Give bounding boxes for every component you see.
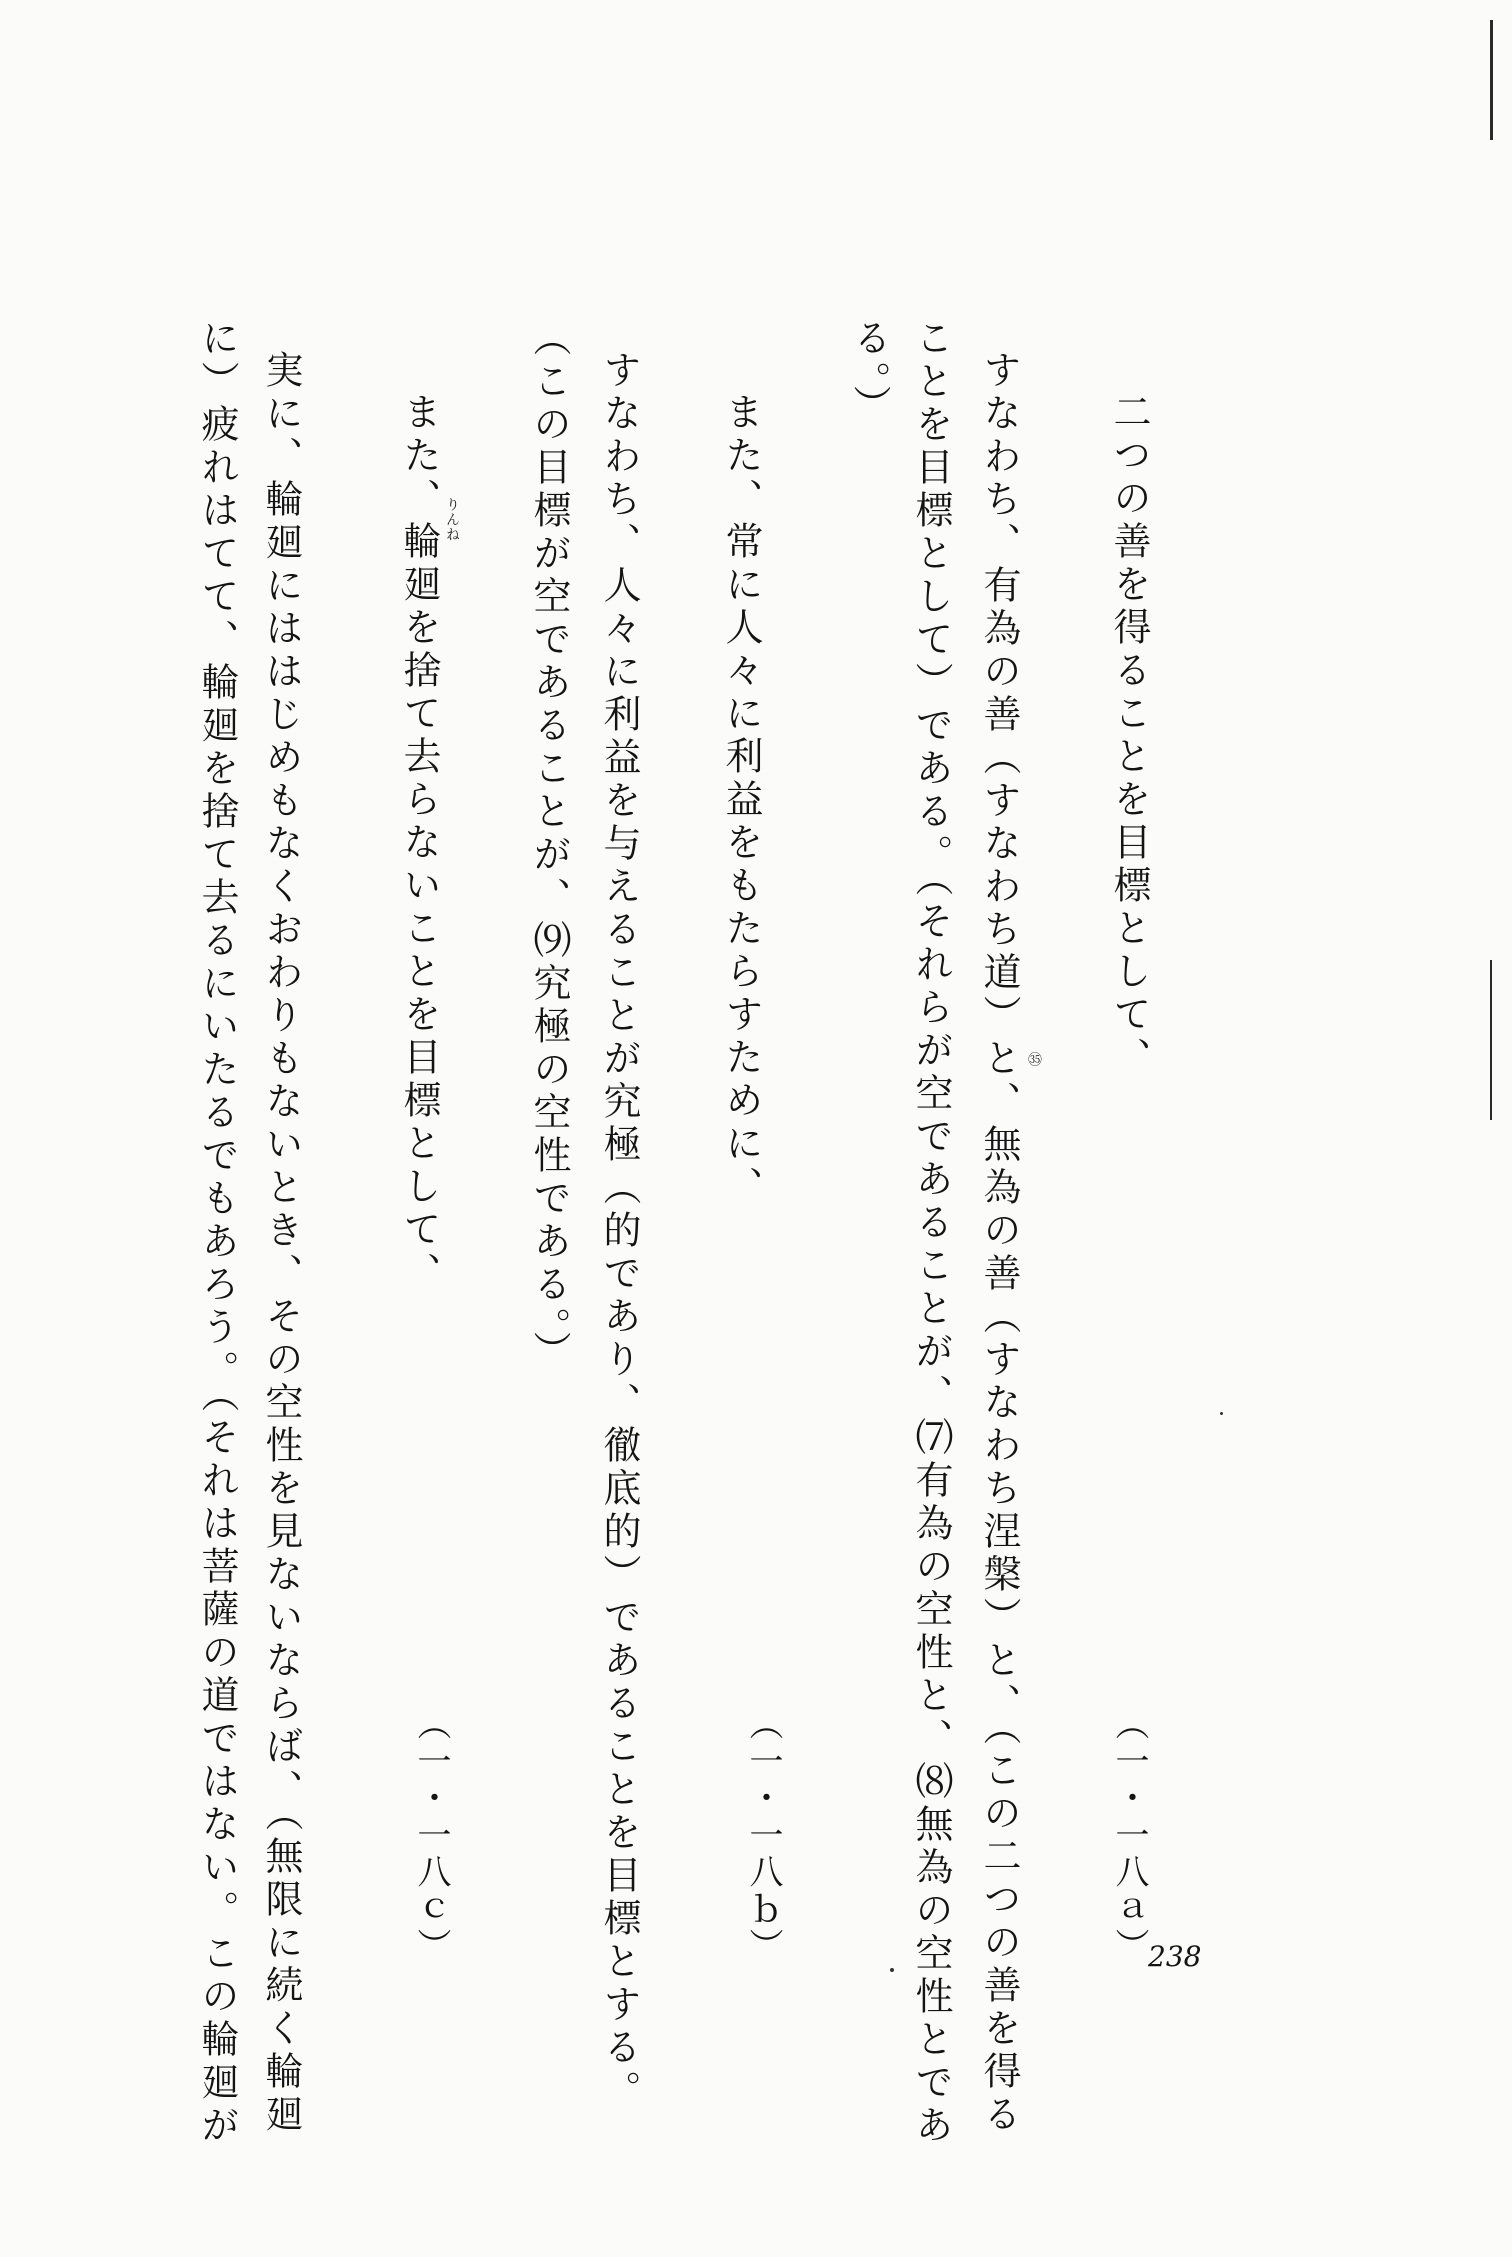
commentary-3-line-2: に）疲れはてて、輪廻を捨て去るにいたるでもあろう。（それは菩薩の道ではない。この輪廻が [195, 318, 239, 2148]
verse-1-18b-text: また、常に人々に利益をもたらすために、 [719, 392, 763, 1209]
verse-1-18c-number: （一・一八ｃ） [411, 1706, 451, 1965]
page-number: 238 [1148, 1940, 1202, 1973]
verse-1-18c-text: また、輪廻を捨て去らないことを目標として、 [397, 392, 441, 1295]
verse-1-18a-text: 二つの善を得ることを目標として、 [1107, 392, 1151, 1080]
commentary-2-line-2: （この目標が空であることが、⑼究極の空性である。） [527, 318, 571, 1374]
scan-speck [890, 1968, 894, 1972]
scan-edge-line [1490, 960, 1492, 1120]
ruby-rinne: りんね [444, 497, 460, 542]
commentary-1-line-2: ことを目標として）である。（それらが空であることが、⑺有為の空性と、⑻無為の空性とであ [909, 318, 953, 2148]
commentary-3-line-1: 実に、輪廻にははじめもなくおわりもないとき、その空性を見ないならば、（無限に続く輪廻 [259, 350, 303, 2137]
scan-edge-line [1490, 20, 1493, 140]
commentary-2-line-1: すなわち、人々に利益を与えることが究極（的であり、徹底的）であることを目標とする。 [597, 350, 641, 2113]
note-mark-35: ㉟ [1026, 1052, 1042, 1067]
commentary-1-line-3: る。） [847, 318, 891, 428]
verse-1-18b-number: （一・一八ｂ） [743, 1706, 783, 1965]
commentary-1-line-1: すなわち、有為の善（すなわち道）と、無為の善（すなわち涅槃）と、（この二つの善を得る [977, 350, 1021, 2137]
scan-speck [1220, 1412, 1223, 1415]
verse-1-18a-number: （一・一八ａ） [1109, 1706, 1149, 1965]
